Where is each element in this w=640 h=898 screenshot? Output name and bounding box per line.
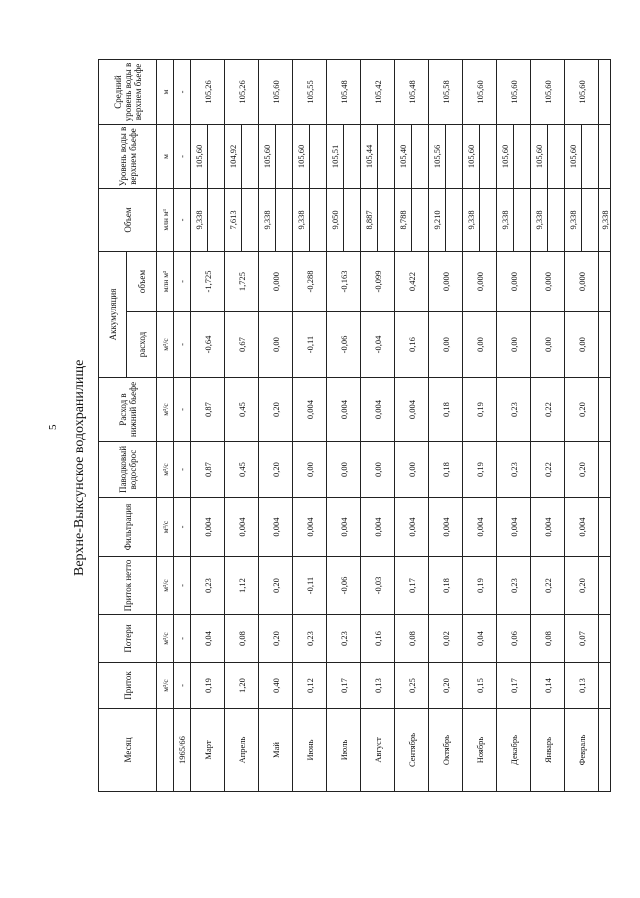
losses-cell: 0,16 bbox=[361, 615, 395, 663]
volume-cell: 9,338 bbox=[531, 188, 548, 251]
final-row bbox=[599, 59, 611, 791]
volume-cell: 9,338 bbox=[191, 188, 208, 251]
volume-cell: 9,338 bbox=[565, 188, 582, 251]
avg-upper-level-cell: 105,60 bbox=[463, 59, 497, 124]
upper-level-blank-cell bbox=[242, 124, 259, 188]
net-inflow-cell: 0,20 bbox=[565, 557, 599, 615]
upper-level-cell: 105,60 bbox=[497, 124, 514, 188]
inflow-cell: 0,19 bbox=[191, 663, 225, 709]
volume-blank-cell bbox=[378, 188, 395, 251]
acc-volume-cell: -0,163 bbox=[327, 251, 361, 311]
header-net-inflow: Приток нетто bbox=[99, 557, 157, 615]
final-blank-cell bbox=[599, 557, 611, 615]
avg-upper-level-cell: 105,26 bbox=[191, 59, 225, 124]
downstream-discharge-cell: 0,20 bbox=[565, 378, 599, 442]
losses-cell: 0,04 bbox=[191, 615, 225, 663]
filtration-cell: 0,004 bbox=[327, 498, 361, 557]
unit-net-inflow: м³/с bbox=[157, 557, 174, 615]
filtration-cell: 0,004 bbox=[565, 498, 599, 557]
unit-filtration: м³/с bbox=[157, 498, 174, 557]
acc-discharge-cell: -0,06 bbox=[327, 312, 361, 378]
unit-acc-discharge: м³/с bbox=[157, 312, 174, 378]
flood-discharge-cell: 0,20 bbox=[565, 442, 599, 498]
upper-level-blank-cell bbox=[548, 124, 565, 188]
table-row bbox=[463, 59, 480, 791]
final-blank-cell bbox=[599, 59, 611, 124]
volume-cell: 9,050 bbox=[327, 188, 344, 251]
volume-blank-cell bbox=[242, 188, 259, 251]
upper-level-cell: 105,60 bbox=[531, 124, 548, 188]
start-avg-upper-level: - bbox=[174, 59, 191, 124]
table-row bbox=[191, 59, 208, 791]
header-month: Месяц bbox=[99, 709, 157, 792]
avg-upper-level-cell: 105,60 bbox=[531, 59, 565, 124]
start-downstream-discharge: - bbox=[174, 378, 191, 442]
upper-level-blank-cell bbox=[208, 124, 225, 188]
losses-cell: 0,02 bbox=[429, 615, 463, 663]
flood-discharge-cell: 0,00 bbox=[327, 442, 361, 498]
losses-cell: 0,23 bbox=[293, 615, 327, 663]
inflow-cell: 0,12 bbox=[293, 663, 327, 709]
net-inflow-cell: -0,11 bbox=[293, 557, 327, 615]
final-volume-cell: 9,338 bbox=[599, 188, 611, 251]
upper-level-blank-cell bbox=[480, 124, 497, 188]
downstream-discharge-cell: 0,19 bbox=[463, 378, 497, 442]
avg-upper-level-cell: 105,26 bbox=[225, 59, 259, 124]
final-blank-cell bbox=[599, 709, 611, 792]
flood-discharge-cell: 0,23 bbox=[497, 442, 531, 498]
filtration-cell: 0,004 bbox=[225, 498, 259, 557]
final-blank-cell bbox=[599, 615, 611, 663]
upper-level-cell: 105,60 bbox=[293, 124, 310, 188]
header-acc-discharge: расход bbox=[127, 312, 157, 378]
unit-downstream-discharge: м³/с bbox=[157, 378, 174, 442]
upper-level-cell: 105,60 bbox=[463, 124, 480, 188]
start-upper-level: - bbox=[174, 124, 191, 188]
volume-blank-cell bbox=[276, 188, 293, 251]
month-cell: Август bbox=[361, 709, 395, 792]
avg-upper-level-cell: 105,58 bbox=[429, 59, 463, 124]
inflow-cell: 0,17 bbox=[497, 663, 531, 709]
inflow-cell: 0,20 bbox=[429, 663, 463, 709]
net-inflow-cell: 0,23 bbox=[497, 557, 531, 615]
volume-cell: 9,338 bbox=[463, 188, 480, 251]
unit-avg-upper-level: м bbox=[157, 59, 174, 124]
inflow-cell: 0,14 bbox=[531, 663, 565, 709]
table-row bbox=[395, 59, 412, 791]
start-flood-discharge: - bbox=[174, 442, 191, 498]
upper-level-blank-cell bbox=[514, 124, 531, 188]
volume-cell: 9,338 bbox=[259, 188, 276, 251]
month-cell: Декабрь bbox=[497, 709, 531, 792]
start-inflow: - bbox=[174, 663, 191, 709]
volume-cell: 7,613 bbox=[225, 188, 242, 251]
flood-discharge-cell: 0,19 bbox=[463, 442, 497, 498]
start-acc-discharge: - bbox=[174, 312, 191, 378]
month-cell: Октябрь bbox=[429, 709, 463, 792]
header-acc-volume: объем bbox=[127, 251, 157, 311]
filtration-cell: 0,004 bbox=[497, 498, 531, 557]
acc-volume-cell: 0,000 bbox=[497, 251, 531, 311]
volume-blank-cell bbox=[344, 188, 361, 251]
filtration-cell: 0,004 bbox=[293, 498, 327, 557]
header-downstream-discharge: Расход в нижний бьефе bbox=[99, 378, 157, 442]
volume-cell: 9,338 bbox=[293, 188, 310, 251]
header-inflow: Приток bbox=[99, 663, 157, 709]
downstream-discharge-cell: 0,45 bbox=[225, 378, 259, 442]
downstream-discharge-cell: 0,23 bbox=[497, 378, 531, 442]
month-cell: Февраль bbox=[565, 709, 599, 792]
start-acc-volume: - bbox=[174, 251, 191, 311]
final-blank-cell bbox=[599, 378, 611, 442]
net-inflow-cell: 0,19 bbox=[463, 557, 497, 615]
month-cell: Июль bbox=[327, 709, 361, 792]
flood-discharge-cell: 0,00 bbox=[361, 442, 395, 498]
avg-upper-level-cell: 105,42 bbox=[361, 59, 395, 124]
start-net-inflow: - bbox=[174, 557, 191, 615]
month-cell: Январь bbox=[531, 709, 565, 792]
net-inflow-cell: -0,06 bbox=[327, 557, 361, 615]
volume-blank-cell bbox=[582, 188, 599, 251]
losses-cell: 0,07 bbox=[565, 615, 599, 663]
filtration-cell: 0,004 bbox=[429, 498, 463, 557]
table-row bbox=[497, 59, 514, 791]
inflow-cell: 0,13 bbox=[361, 663, 395, 709]
final-blank-cell bbox=[599, 442, 611, 498]
page-title: Верхне-Выксунское водохранилище bbox=[72, 359, 87, 576]
acc-volume-cell: 0,000 bbox=[429, 251, 463, 311]
avg-upper-level-cell: 105,48 bbox=[395, 59, 429, 124]
volume-cell: 8,788 bbox=[395, 188, 412, 251]
avg-upper-level-cell: 105,55 bbox=[293, 59, 327, 124]
acc-discharge-cell: 0,00 bbox=[259, 312, 293, 378]
month-cell: Март bbox=[191, 709, 225, 792]
upper-level-cell: 105,60 bbox=[565, 124, 582, 188]
downstream-discharge-cell: 0,20 bbox=[259, 378, 293, 442]
upper-level-blank-cell bbox=[378, 124, 395, 188]
acc-volume-cell: 0,000 bbox=[259, 251, 293, 311]
unit-losses: м³/с bbox=[157, 615, 174, 663]
net-inflow-cell: 1,12 bbox=[225, 557, 259, 615]
unit-flood-discharge: м³/с bbox=[157, 442, 174, 498]
volume-cell: 9,338 bbox=[497, 188, 514, 251]
acc-volume-cell: -0,099 bbox=[361, 251, 395, 311]
upper-level-cell: 105,51 bbox=[327, 124, 344, 188]
volume-blank-cell bbox=[480, 188, 497, 251]
table-row bbox=[293, 59, 310, 791]
volume-cell: 8,887 bbox=[361, 188, 378, 251]
losses-cell: 0,20 bbox=[259, 615, 293, 663]
final-blank-cell bbox=[599, 251, 611, 311]
table-row bbox=[429, 59, 446, 791]
inflow-cell: 0,13 bbox=[565, 663, 599, 709]
header-avg-upper-level: Средний уровень воды в верхнем бьефе bbox=[99, 59, 157, 124]
acc-discharge-cell: 0,16 bbox=[395, 312, 429, 378]
filtration-cell: 0,004 bbox=[361, 498, 395, 557]
table-row bbox=[531, 59, 548, 791]
filtration-cell: 0,004 bbox=[395, 498, 429, 557]
volume-blank-cell bbox=[548, 188, 565, 251]
acc-discharge-cell: 0,00 bbox=[531, 312, 565, 378]
start-row bbox=[174, 59, 191, 791]
month-cell: Ноябрь bbox=[463, 709, 497, 792]
net-inflow-cell: 0,17 bbox=[395, 557, 429, 615]
net-inflow-cell: 0,18 bbox=[429, 557, 463, 615]
unit-acc-volume: млн м³ bbox=[157, 251, 174, 311]
volume-blank-cell bbox=[208, 188, 225, 251]
net-inflow-cell: 0,20 bbox=[259, 557, 293, 615]
filtration-cell: 0,004 bbox=[191, 498, 225, 557]
upper-level-blank-cell bbox=[446, 124, 463, 188]
net-inflow-cell: -0,03 bbox=[361, 557, 395, 615]
upper-level-cell: 105,60 bbox=[191, 124, 208, 188]
acc-volume-cell: 1,725 bbox=[225, 251, 259, 311]
upper-level-cell: 105,56 bbox=[429, 124, 446, 188]
acc-volume-cell: 0,000 bbox=[463, 251, 497, 311]
upper-level-blank-cell bbox=[310, 124, 327, 188]
downstream-discharge-cell: 0,004 bbox=[293, 378, 327, 442]
net-inflow-cell: 0,23 bbox=[191, 557, 225, 615]
header-losses: Потери bbox=[99, 615, 157, 663]
acc-volume-cell: -0,288 bbox=[293, 251, 327, 311]
header-accumulation: Аккумуляция bbox=[99, 251, 127, 377]
table-row bbox=[565, 59, 582, 791]
month-cell: Сентябрь bbox=[395, 709, 429, 792]
inflow-cell: 0,15 bbox=[463, 663, 497, 709]
header-flood-discharge: Паводковый водосброс bbox=[99, 442, 157, 498]
downstream-discharge-cell: 0,18 bbox=[429, 378, 463, 442]
unit-inflow: м³/с bbox=[157, 663, 174, 709]
avg-upper-level-cell: 105,60 bbox=[497, 59, 531, 124]
losses-cell: 0,06 bbox=[497, 615, 531, 663]
final-blank-cell bbox=[599, 498, 611, 557]
avg-upper-level-cell: 105,48 bbox=[327, 59, 361, 124]
flood-discharge-cell: 0,45 bbox=[225, 442, 259, 498]
upper-level-cell: 105,60 bbox=[259, 124, 276, 188]
inflow-cell: 0,17 bbox=[327, 663, 361, 709]
month-cell: Май bbox=[259, 709, 293, 792]
flood-discharge-cell: 0,18 bbox=[429, 442, 463, 498]
flood-discharge-cell: 0,00 bbox=[395, 442, 429, 498]
upper-level-blank-cell bbox=[412, 124, 429, 188]
acc-volume-cell: 0,000 bbox=[565, 251, 599, 311]
flood-discharge-cell: 0,20 bbox=[259, 442, 293, 498]
losses-cell: 0,04 bbox=[463, 615, 497, 663]
losses-cell: 0,23 bbox=[327, 615, 361, 663]
downstream-discharge-cell: 0,004 bbox=[395, 378, 429, 442]
start-filtration: - bbox=[174, 498, 191, 557]
table-sheet bbox=[98, 60, 610, 792]
table-row bbox=[225, 59, 242, 791]
losses-cell: 0,08 bbox=[395, 615, 429, 663]
filtration-cell: 0,004 bbox=[259, 498, 293, 557]
start-year: 1965/66 bbox=[174, 709, 191, 792]
volume-blank-cell bbox=[412, 188, 429, 251]
flood-discharge-cell: 0,22 bbox=[531, 442, 565, 498]
acc-volume-cell: 0,000 bbox=[531, 251, 565, 311]
reservoir-balance-table bbox=[98, 59, 611, 792]
upper-level-blank-cell bbox=[276, 124, 293, 188]
header-volume: Объем bbox=[99, 188, 157, 251]
avg-upper-level-cell: 105,60 bbox=[259, 59, 293, 124]
upper-level-blank-cell bbox=[582, 124, 599, 188]
losses-cell: 0,08 bbox=[531, 615, 565, 663]
month-cell: Апрель bbox=[225, 709, 259, 792]
avg-upper-level-cell: 105,60 bbox=[565, 59, 599, 124]
losses-cell: 0,08 bbox=[225, 615, 259, 663]
acc-discharge-cell: 0,67 bbox=[225, 312, 259, 378]
acc-discharge-cell: -0,04 bbox=[361, 312, 395, 378]
table-row bbox=[327, 59, 344, 791]
acc-discharge-cell: -0,64 bbox=[191, 312, 225, 378]
table-row bbox=[259, 59, 276, 791]
inflow-cell: 0,40 bbox=[259, 663, 293, 709]
volume-blank-cell bbox=[310, 188, 327, 251]
unit-volume: млн м³ bbox=[157, 188, 174, 251]
flood-discharge-cell: 0,87 bbox=[191, 442, 225, 498]
page-number: 5 bbox=[47, 424, 59, 430]
table-row bbox=[361, 59, 378, 791]
upper-level-cell: 104,92 bbox=[225, 124, 242, 188]
acc-volume-cell: 0,422 bbox=[395, 251, 429, 311]
acc-discharge-cell: 0,00 bbox=[463, 312, 497, 378]
unit-month bbox=[157, 709, 174, 792]
downstream-discharge-cell: 0,87 bbox=[191, 378, 225, 442]
start-volume: - bbox=[174, 188, 191, 251]
final-blank-cell bbox=[599, 124, 611, 188]
upper-level-cell: 105,44 bbox=[361, 124, 378, 188]
inflow-cell: 0,25 bbox=[395, 663, 429, 709]
volume-blank-cell bbox=[514, 188, 531, 251]
header-upper-level: Уровень воды в верхнем бьефе bbox=[99, 124, 157, 188]
acc-discharge-cell: -0,11 bbox=[293, 312, 327, 378]
volume-cell: 9,210 bbox=[429, 188, 446, 251]
unit-upper-level: м bbox=[157, 124, 174, 188]
filtration-cell: 0,004 bbox=[463, 498, 497, 557]
filtration-cell: 0,004 bbox=[531, 498, 565, 557]
upper-level-blank-cell bbox=[344, 124, 361, 188]
acc-discharge-cell: 0,00 bbox=[429, 312, 463, 378]
inflow-cell: 1,20 bbox=[225, 663, 259, 709]
downstream-discharge-cell: 0,004 bbox=[327, 378, 361, 442]
upper-level-cell: 105,40 bbox=[395, 124, 412, 188]
acc-discharge-cell: 0,00 bbox=[565, 312, 599, 378]
final-blank-cell bbox=[599, 663, 611, 709]
volume-blank-cell bbox=[446, 188, 463, 251]
header-filtration: Фильтрация bbox=[99, 498, 157, 557]
flood-discharge-cell: 0,00 bbox=[293, 442, 327, 498]
month-cell: Июнь bbox=[293, 709, 327, 792]
downstream-discharge-cell: 0,004 bbox=[361, 378, 395, 442]
net-inflow-cell: 0,22 bbox=[531, 557, 565, 615]
start-losses: - bbox=[174, 615, 191, 663]
acc-volume-cell: -1,725 bbox=[191, 251, 225, 311]
downstream-discharge-cell: 0,22 bbox=[531, 378, 565, 442]
acc-discharge-cell: 0,00 bbox=[497, 312, 531, 378]
final-blank-cell bbox=[599, 312, 611, 378]
units-row bbox=[157, 59, 174, 791]
